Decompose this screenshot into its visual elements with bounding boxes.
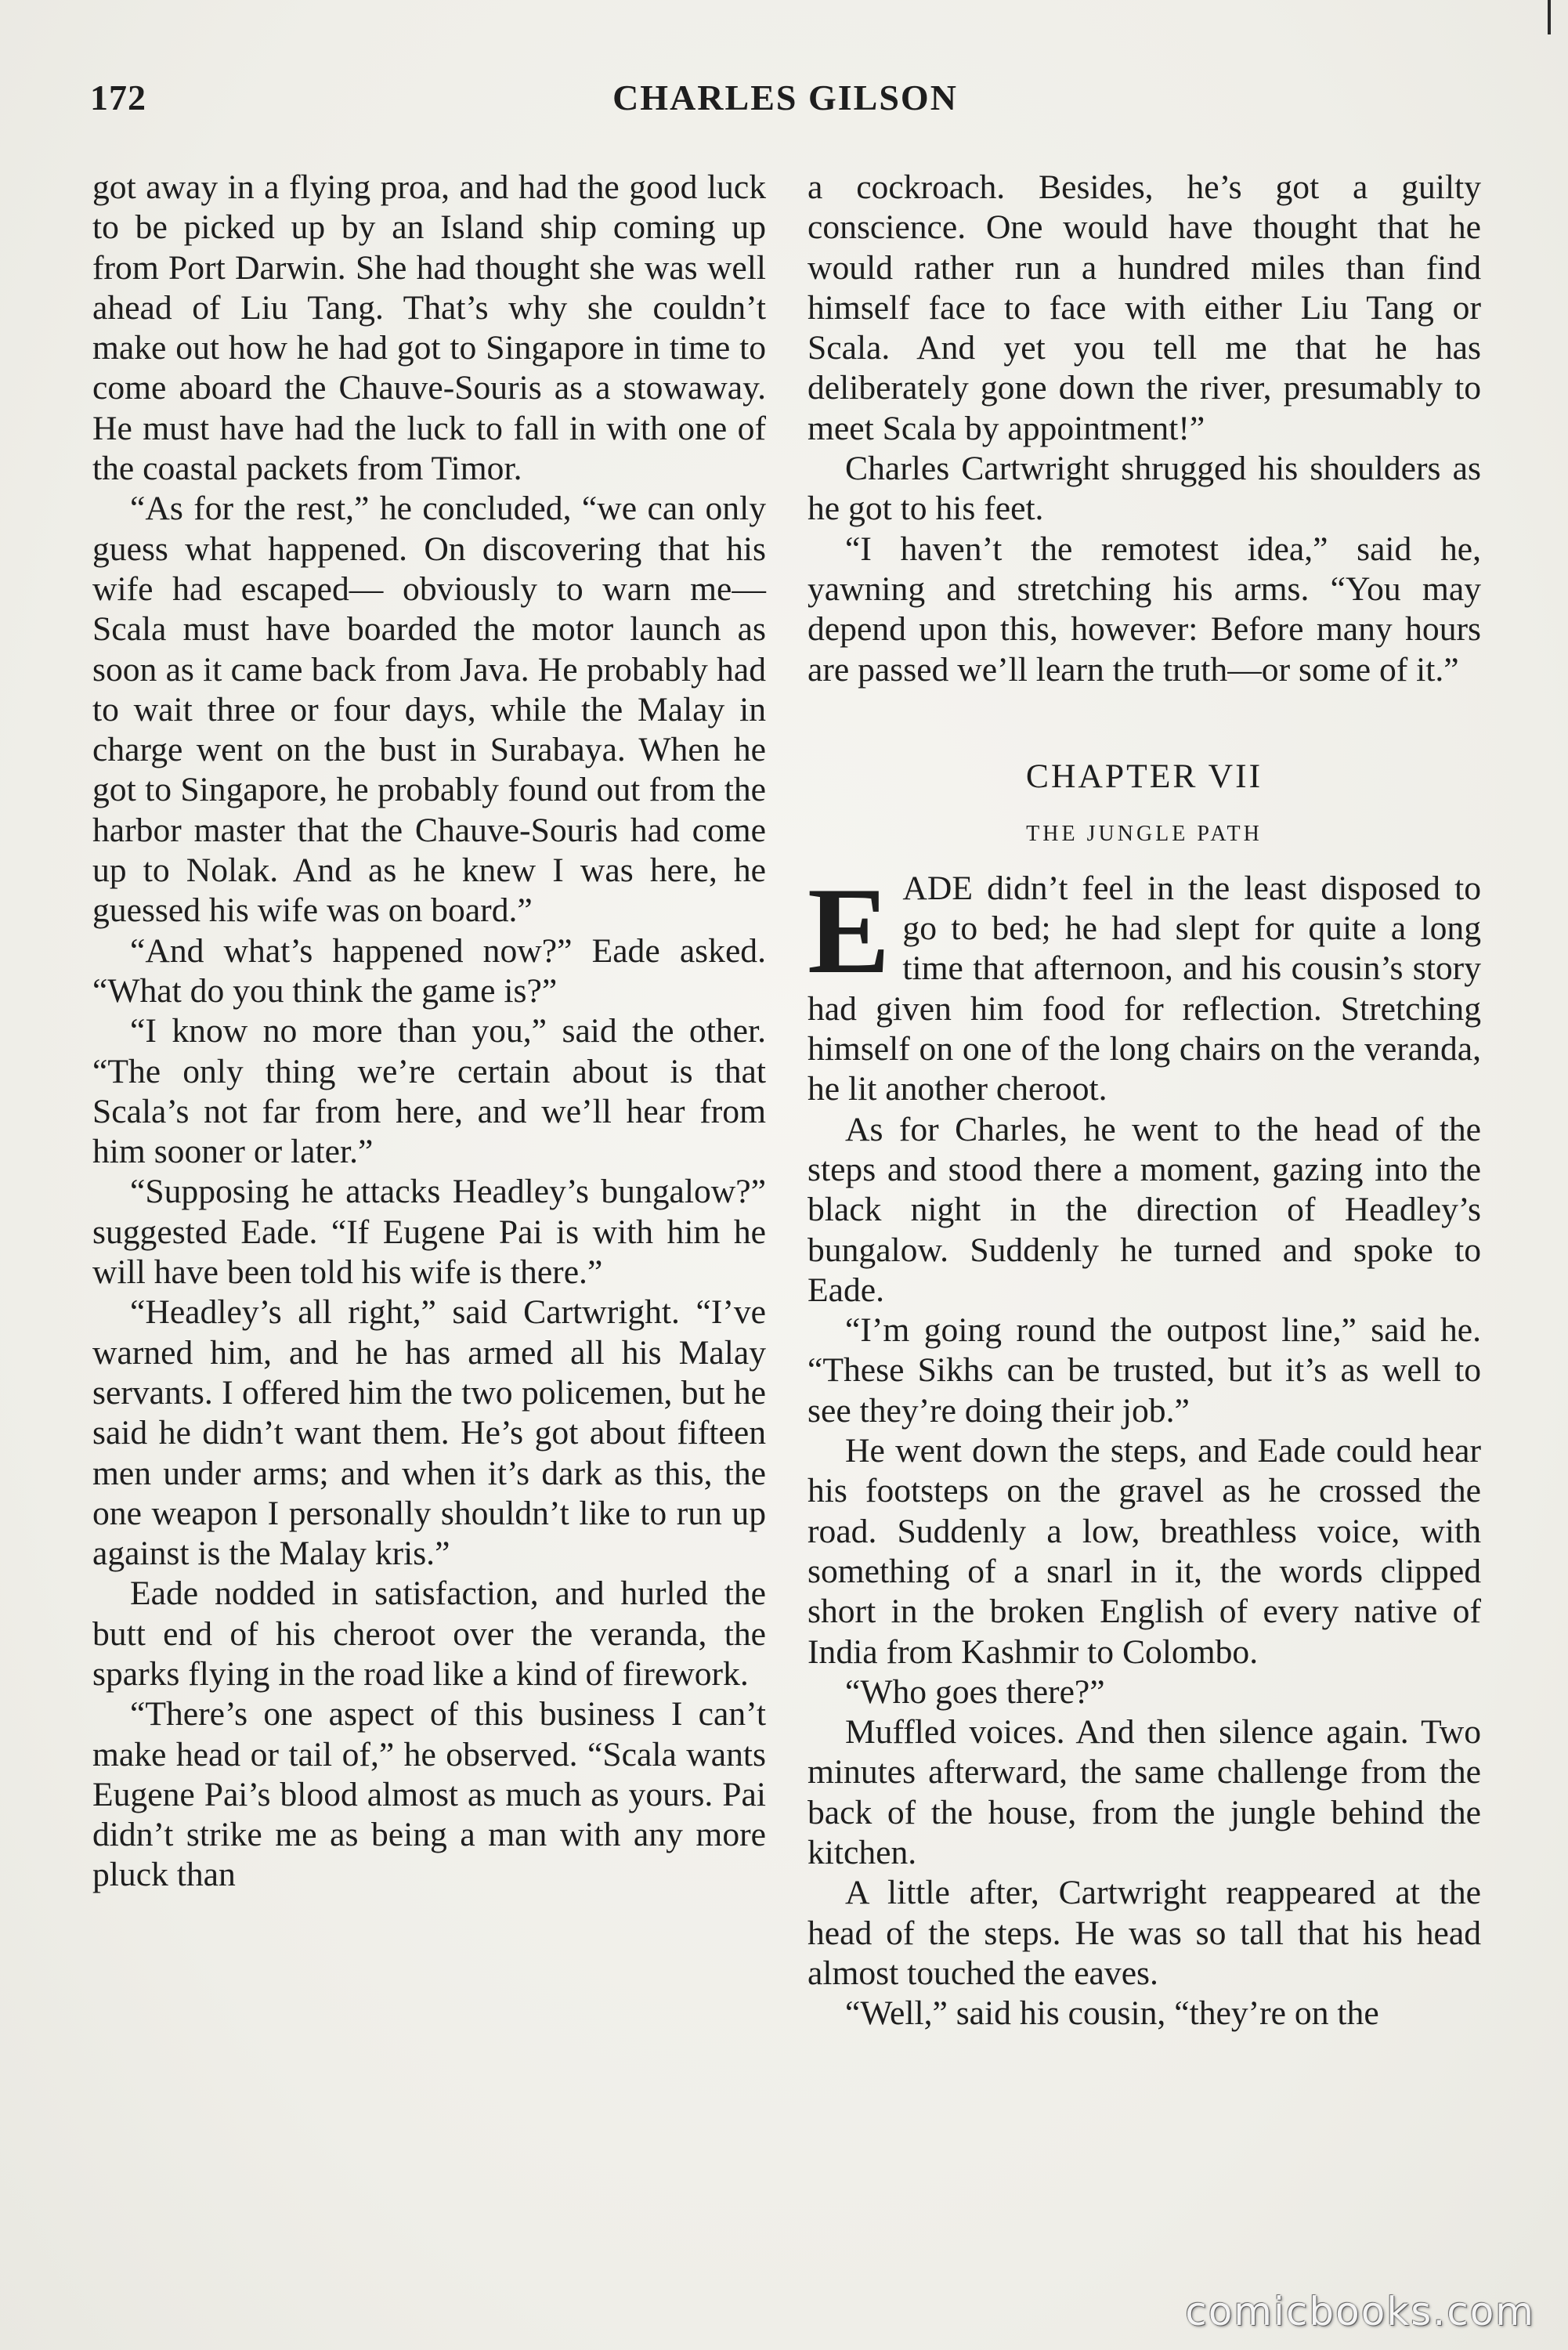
paragraph: “Who goes there?” bbox=[845, 1672, 1105, 1711]
paragraph: “Supposing he attacks Headley’s bungalow?” suggested Eade. “If Eugene Pai is with him he will have been told his wife is there.” bbox=[92, 1173, 766, 1292]
paragraph: “And what’s happened now?” Eade asked. “What do you think the game is?” bbox=[92, 931, 766, 1010]
paragraph: As for Charles, he went to the head of the steps and stood there a moment, gazing into the black night in the direction of Headley’s bungalow. Suddenly he turned and spoke to Eade. bbox=[807, 1110, 1481, 1309]
right-column bbox=[807, 168, 1481, 2034]
chapter-title: CHAPTER VII bbox=[1025, 757, 1263, 795]
paragraph: “I’m going round the outpost line,” said he. “These Sikhs can be trusted, but it’s as well to see they’re doing their job.” bbox=[807, 1311, 1481, 1430]
left-column bbox=[92, 168, 766, 1896]
paragraph: He went down the steps, and Eade could hear his footsteps on the gravel as he crossed the road. Suddenly a low, breathless voice, with something of a snarl in it, the words clipped short in the broken English of every native of India from Kashmir to Colombo. bbox=[807, 1432, 1481, 1671]
watermark-logo: comicbooks.com bbox=[1185, 2289, 1535, 2334]
paragraph: “I know no more than you,” said the other. “The only thing we’re certain about is that Scala’s not far from here, and we’ll hear from him sooner or later.” bbox=[92, 1012, 766, 1171]
paragraph: a cockroach. Besides, he’s got a guilty conscience. One would have thought that he would rather run a hundred miles than find himself face to face with either Liu Tang or Scala. And yet you tell me that he has deliberately gone down the river, presumably to meet Scala by appointment!” bbox=[807, 168, 1481, 447]
drop-cap: E bbox=[807, 862, 891, 1000]
paragraph: Charles Cartwright shrugged his shoulders as he got to his feet. bbox=[807, 450, 1481, 528]
running-head: CHARLES GILSON bbox=[612, 78, 958, 118]
chapter-opening-paragraph bbox=[807, 862, 1481, 1110]
paragraph: Muffled voices. And then silence again. Two minutes afterward, the same challenge from the back of the house, from the jungle behind the kitchen. bbox=[807, 1713, 1481, 1871]
edge-mark bbox=[1548, 0, 1551, 34]
paragraph: Eade nodded in satisfaction, and hurled the butt end of his cheroot over the veranda, the sparks flying in the road like a kind of firework. bbox=[92, 1574, 766, 1693]
paragraph: “As for the rest,” he concluded, “we can only guess what happened. On discovering that his wife had escaped— obviously to warn me—Scala must have boarded the motor launch as soon as it came back from Java. He probably had to wait three or four days, while the Malay in charge went on the bust in Surabaya. When he got to Singapore, he probably found out from the harbor master that the Chauve-Souris had come up to Nolak. And as he knew I was here, he guessed his wife was on board.” bbox=[92, 490, 766, 930]
page-number: 172 bbox=[90, 78, 146, 118]
page-header bbox=[90, 77, 1480, 124]
paragraph: “There’s one aspect of this business I can’t make head or tail of,” he observed. “Scala wants Eugene Pai’s blood almost as much as yours. Pai didn’t strike me as being a man with any more pluck than bbox=[92, 1695, 766, 1894]
opening-text: ADE didn’t feel in the least disposed to go to bed; he had slept for quite a long time that afternoon, and his cousin’s story had given him food for reflection. Stretching himself on one of the long chairs on the veranda, he lit another cheroot. bbox=[807, 869, 1481, 1108]
paragraph: “Headley’s all right,” said Cartwright. “I’ve warned him, and he has armed all his Malay servants. I offered him the two policemen, but he said he didn’t want them. He’s got about fifteen men under arms; and when it’s dark as this, the one weapon I personally shouldn’t like to run up against is the Malay kris.” bbox=[92, 1293, 766, 1573]
chapter-subtitle: THE JUNGLE PATH bbox=[1026, 821, 1263, 846]
paragraph: A little after, Cartwright reappeared at the head of the steps. He was so tall that his head almost touched the eaves. bbox=[807, 1874, 1481, 1992]
paragraph: got away in a flying proa, and had the good luck to be picked up by an Island ship coming up from Port Darwin. She had thought she was well ahead of Liu Tang. That’s why she couldn’t make out how he had got to Singapore in time to come aboard the Chauve-Souris as a stowaway. He must have had the luck to fall in with one of the coastal packets from Timor. bbox=[92, 168, 766, 488]
paragraph: “I haven’t the remotest idea,” said he, yawning and stretching his arms. “You may depend upon this, however: Before many hours are passed we’ll learn the truth—or some of it.” bbox=[807, 530, 1481, 689]
paragraph: “Well,” said his cousin, “they’re on the bbox=[845, 1994, 1379, 2033]
